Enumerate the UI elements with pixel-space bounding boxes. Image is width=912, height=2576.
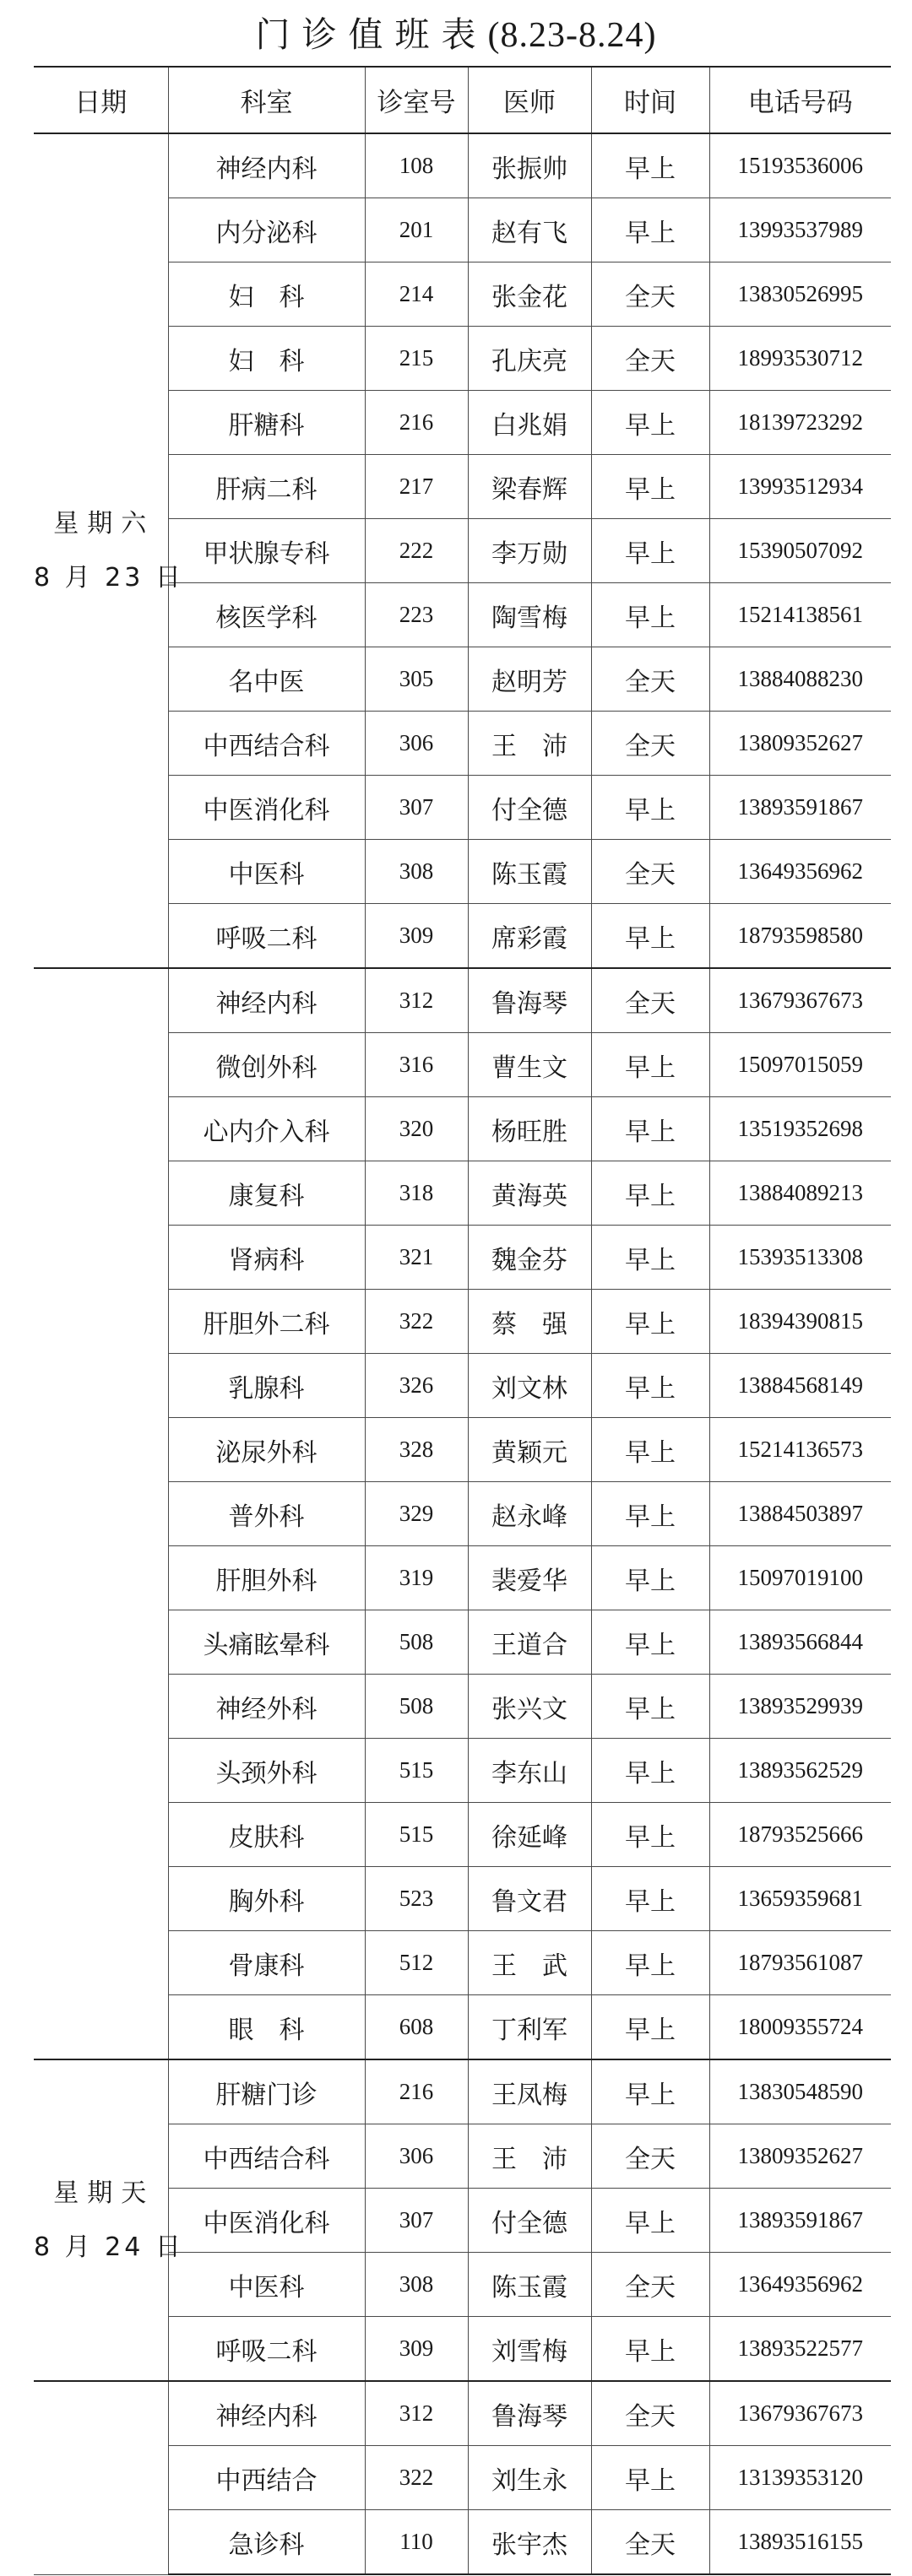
room-cell: 318	[365, 1161, 468, 1226]
phone-cell: 18793525666	[709, 1803, 891, 1867]
table-row	[34, 133, 891, 198]
phone-cell: 15193536006	[709, 133, 891, 198]
dept-cell: 妇 科	[168, 327, 365, 391]
doctor-cell: 陈玉霞	[468, 2253, 591, 2317]
date-weekday: 星期六	[53, 508, 155, 538]
dept-cell: 头颈外科	[168, 1739, 365, 1803]
dept-cell: 内分泌科	[168, 198, 365, 262]
room-cell: 326	[365, 1354, 468, 1418]
shift-cell: 早上	[591, 1739, 709, 1803]
room-cell: 108	[365, 133, 468, 198]
room-cell: 214	[365, 262, 468, 327]
date-cell	[34, 133, 184, 968]
room-cell: 223	[365, 583, 468, 647]
shift-cell: 早上	[591, 519, 709, 583]
doctor-cell: 鲁海琴	[468, 968, 591, 1033]
date-day: 8 月 23 日	[34, 562, 184, 593]
room-cell: 321	[365, 1226, 468, 1290]
doctor-cell: 付全德	[468, 2189, 591, 2253]
doctor-cell: 魏金芬	[468, 1226, 591, 1290]
phone-cell: 13809352627	[709, 2124, 891, 2189]
duty-table	[34, 66, 891, 2575]
shift-cell: 早上	[591, 1161, 709, 1226]
shift-cell: 早上	[591, 1995, 709, 2060]
room-cell: 308	[365, 840, 468, 904]
dept-cell: 头痛眩晕科	[168, 1610, 365, 1675]
doctor-cell: 鲁海琴	[468, 2381, 591, 2446]
room-cell: 308	[365, 2253, 468, 2317]
doctor-cell: 李万勋	[468, 519, 591, 583]
room-cell: 312	[365, 2381, 468, 2446]
dept-cell: 微创外科	[168, 1033, 365, 1097]
dept-cell: 神经外科	[168, 1675, 365, 1739]
phone-cell: 13993512934	[709, 455, 891, 519]
doctor-cell: 刘雪梅	[468, 2317, 591, 2382]
shift-cell: 早上	[591, 1546, 709, 1610]
title-date-range: (8.23-8.24)	[487, 16, 657, 55]
date-day: 8 月 24 日	[34, 2232, 184, 2262]
table-row	[34, 2059, 891, 2124]
dept-cell: 胸外科	[168, 1867, 365, 1931]
table-row	[34, 2381, 891, 2446]
dept-cell: 名中医	[168, 647, 365, 712]
phone-cell: 13139353120	[709, 2446, 891, 2510]
shift-cell: 早上	[591, 776, 709, 840]
dept-cell: 中西结合科	[168, 2124, 365, 2189]
dept-cell: 中医消化科	[168, 776, 365, 840]
dept-cell: 肝糖科	[168, 391, 365, 455]
shift-cell: 全天	[591, 647, 709, 712]
phone-cell: 13893562529	[709, 1739, 891, 1803]
dept-cell: 皮肤科	[168, 1803, 365, 1867]
phone-cell: 13679367673	[709, 2381, 891, 2446]
phone-cell: 18139723292	[709, 391, 891, 455]
phone-cell: 13893522577	[709, 2317, 891, 2382]
shift-cell: 全天	[591, 968, 709, 1033]
phone-cell: 13884088230	[709, 647, 891, 712]
doctor-cell: 孔庆亮	[468, 327, 591, 391]
table-body	[34, 133, 891, 2574]
dept-cell: 心内介入科	[168, 1097, 365, 1161]
doctor-cell: 陶雪梅	[468, 583, 591, 647]
phone-cell: 18993530712	[709, 327, 891, 391]
shift-cell: 早上	[591, 2189, 709, 2253]
header-phone: 电话号码	[709, 67, 891, 133]
doctor-cell: 刘文林	[468, 1354, 591, 1418]
room-cell: 508	[365, 1675, 468, 1739]
shift-cell: 早上	[591, 1610, 709, 1675]
dept-cell: 呼吸二科	[168, 904, 365, 969]
dept-cell: 中医消化科	[168, 2189, 365, 2253]
room-cell: 216	[365, 2059, 468, 2124]
dept-cell: 肝病二科	[168, 455, 365, 519]
dept-cell: 神经内科	[168, 968, 365, 1033]
doctor-cell: 王 武	[468, 1931, 591, 1995]
doctor-cell: 张金花	[468, 262, 591, 327]
phone-cell: 18394390815	[709, 1290, 891, 1354]
dept-cell: 康复科	[168, 1161, 365, 1226]
phone-cell: 13884089213	[709, 1161, 891, 1226]
phone-cell: 15390507092	[709, 519, 891, 583]
doctor-cell: 裴爱华	[468, 1546, 591, 1610]
room-cell: 222	[365, 519, 468, 583]
phone-cell: 15214136573	[709, 1418, 891, 1482]
shift-cell: 早上	[591, 583, 709, 647]
shift-cell: 早上	[591, 1867, 709, 1931]
room-cell: 307	[365, 2189, 468, 2253]
dept-cell: 甲状腺专科	[168, 519, 365, 583]
room-cell: 312	[365, 968, 468, 1033]
shift-cell: 早上	[591, 2446, 709, 2510]
room-cell: 328	[365, 1418, 468, 1482]
shift-cell: 早上	[591, 1226, 709, 1290]
doctor-cell: 白兆娟	[468, 391, 591, 455]
dept-cell: 妇 科	[168, 262, 365, 327]
room-cell: 306	[365, 712, 468, 776]
doctor-cell: 李东山	[468, 1739, 591, 1803]
dept-cell: 肾病科	[168, 1226, 365, 1290]
header-doctor: 医师	[468, 67, 591, 133]
phone-cell: 13884503897	[709, 1482, 891, 1546]
shift-cell: 全天	[591, 712, 709, 776]
shift-cell: 早上	[591, 1482, 709, 1546]
dept-cell: 乳腺科	[168, 1354, 365, 1418]
doctor-cell: 蔡 强	[468, 1290, 591, 1354]
doctor-cell: 黄颖元	[468, 1418, 591, 1482]
phone-cell: 15393513308	[709, 1226, 891, 1290]
shift-cell: 早上	[591, 1290, 709, 1354]
phone-cell: 18793561087	[709, 1931, 891, 1995]
shift-cell: 全天	[591, 2253, 709, 2317]
phone-cell: 13659359681	[709, 1867, 891, 1931]
phone-cell: 13519352698	[709, 1097, 891, 1161]
phone-cell: 13893591867	[709, 2189, 891, 2253]
dept-cell: 肝糖门诊	[168, 2059, 365, 2124]
room-cell: 320	[365, 1097, 468, 1161]
shift-cell: 早上	[591, 2059, 709, 2124]
room-cell: 201	[365, 198, 468, 262]
dept-cell: 神经内科	[168, 2381, 365, 2446]
header-room: 诊室号	[365, 67, 468, 133]
dept-cell: 肝胆外科	[168, 1546, 365, 1610]
room-cell: 523	[365, 1867, 468, 1931]
room-cell: 110	[365, 2510, 468, 2575]
room-cell: 515	[365, 1803, 468, 1867]
phone-cell: 15214138561	[709, 583, 891, 647]
shift-cell: 早上	[591, 455, 709, 519]
phone-cell: 13649356962	[709, 2253, 891, 2317]
shift-cell: 早上	[591, 133, 709, 198]
phone-cell: 13993537989	[709, 198, 891, 262]
phone-cell: 15097019100	[709, 1546, 891, 1610]
dept-cell: 核医学科	[168, 583, 365, 647]
doctor-cell: 丁利军	[468, 1995, 591, 2060]
date-weekday: 星期天	[53, 2178, 155, 2208]
room-cell: 305	[365, 647, 468, 712]
shift-cell: 全天	[591, 840, 709, 904]
room-cell: 217	[365, 455, 468, 519]
phone-cell: 13893529939	[709, 1675, 891, 1739]
phone-cell: 13830548590	[709, 2059, 891, 2124]
room-cell: 515	[365, 1739, 468, 1803]
dept-cell: 骨康科	[168, 1931, 365, 1995]
room-cell: 512	[365, 1931, 468, 1995]
shift-cell: 全天	[591, 2381, 709, 2446]
doctor-cell: 陈玉霞	[468, 840, 591, 904]
phone-cell: 15097015059	[709, 1033, 891, 1097]
header-shift: 时间	[591, 67, 709, 133]
phone-cell: 13679367673	[709, 968, 891, 1033]
dept-cell: 泌尿外科	[168, 1418, 365, 1482]
shift-cell: 早上	[591, 1097, 709, 1161]
shift-cell: 早上	[591, 198, 709, 262]
phone-cell: 13649356962	[709, 840, 891, 904]
header-row	[34, 67, 891, 133]
phone-cell: 18793598580	[709, 904, 891, 969]
room-cell: 307	[365, 776, 468, 840]
shift-cell: 全天	[591, 2124, 709, 2189]
dept-cell: 肝胆外二科	[168, 1290, 365, 1354]
shift-cell: 全天	[591, 327, 709, 391]
dept-cell: 呼吸二科	[168, 2317, 365, 2382]
phone-cell: 13893566844	[709, 1610, 891, 1675]
title-main: 门诊值班表	[255, 14, 488, 55]
phone-cell: 13809352627	[709, 712, 891, 776]
doctor-cell: 黄海英	[468, 1161, 591, 1226]
dept-cell: 普外科	[168, 1482, 365, 1546]
doctor-cell: 赵永峰	[468, 1482, 591, 1546]
doctor-cell: 张兴文	[468, 1675, 591, 1739]
header-dept: 科室	[168, 67, 365, 133]
room-cell: 319	[365, 1546, 468, 1610]
dept-cell: 中医科	[168, 2253, 365, 2317]
doctor-cell: 王凤梅	[468, 2059, 591, 2124]
room-cell: 322	[365, 2446, 468, 2510]
doctor-cell: 王 沛	[468, 712, 591, 776]
shift-cell: 全天	[591, 262, 709, 327]
table-row	[34, 968, 891, 1033]
doctor-cell: 张宇杰	[468, 2510, 591, 2575]
shift-cell: 早上	[591, 1931, 709, 1995]
phone-cell: 13893516155	[709, 2510, 891, 2575]
doctor-cell: 王 沛	[468, 2124, 591, 2189]
dept-cell: 眼 科	[168, 1995, 365, 2060]
room-cell: 508	[365, 1610, 468, 1675]
doctor-cell: 曹生文	[468, 1033, 591, 1097]
date-cell	[34, 968, 168, 2059]
room-cell: 316	[365, 1033, 468, 1097]
table-header	[34, 67, 891, 133]
page-title	[0, 0, 912, 66]
shift-cell: 早上	[591, 1418, 709, 1482]
shift-cell: 早上	[591, 2317, 709, 2382]
doctor-cell: 赵明芳	[468, 647, 591, 712]
room-cell: 216	[365, 391, 468, 455]
shift-cell: 早上	[591, 391, 709, 455]
doctor-cell: 赵有飞	[468, 198, 591, 262]
date-cell	[34, 2381, 168, 2574]
doctor-cell: 席彩霞	[468, 904, 591, 969]
phone-cell: 13893591867	[709, 776, 891, 840]
room-cell: 309	[365, 904, 468, 969]
room-cell: 322	[365, 1290, 468, 1354]
room-cell: 309	[365, 2317, 468, 2382]
room-cell: 608	[365, 1995, 468, 2060]
doctor-cell: 梁春辉	[468, 455, 591, 519]
shift-cell: 早上	[591, 904, 709, 969]
shift-cell: 早上	[591, 1033, 709, 1097]
dept-cell: 急诊科	[168, 2510, 365, 2575]
doctor-cell: 徐延峰	[468, 1803, 591, 1867]
shift-cell: 全天	[591, 2510, 709, 2575]
room-cell: 306	[365, 2124, 468, 2189]
shift-cell: 早上	[591, 1354, 709, 1418]
room-cell: 329	[365, 1482, 468, 1546]
doctor-cell: 付全德	[468, 776, 591, 840]
date-cell	[34, 2059, 184, 2381]
doctor-cell: 张振帅	[468, 133, 591, 198]
dept-cell: 中医科	[168, 840, 365, 904]
doctor-cell: 杨旺胜	[468, 1097, 591, 1161]
dept-cell: 神经内科	[168, 133, 365, 198]
doctor-cell: 鲁文君	[468, 1867, 591, 1931]
shift-cell: 早上	[591, 1803, 709, 1867]
room-cell: 215	[365, 327, 468, 391]
doctor-cell: 王道合	[468, 1610, 591, 1675]
dept-cell: 中西结合	[168, 2446, 365, 2510]
phone-cell: 18009355724	[709, 1995, 891, 2060]
phone-cell: 13884568149	[709, 1354, 891, 1418]
shift-cell: 早上	[591, 1675, 709, 1739]
doctor-cell: 刘生永	[468, 2446, 591, 2510]
dept-cell: 中西结合科	[168, 712, 365, 776]
phone-cell: 13830526995	[709, 262, 891, 327]
header-date: 日期	[34, 67, 168, 133]
